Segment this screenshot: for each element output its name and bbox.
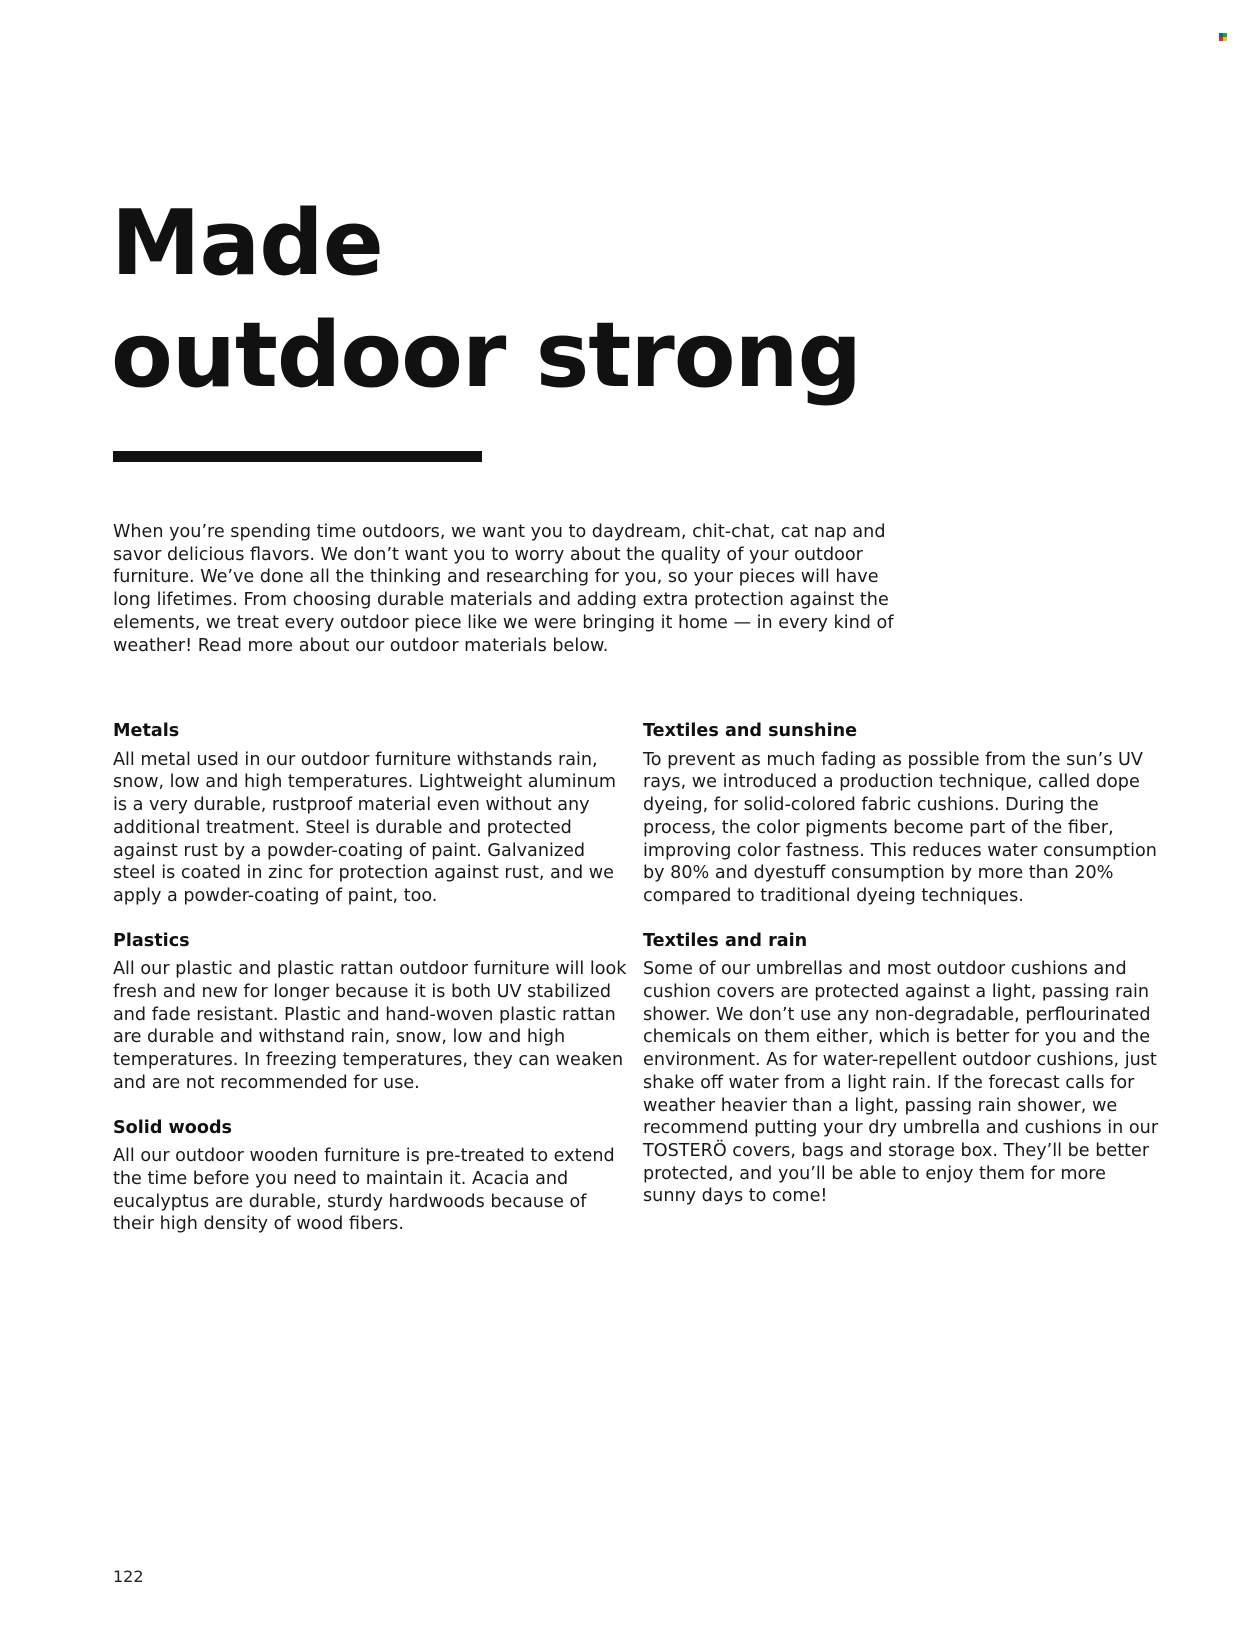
- section-body-textiles-rain: Some of our umbrellas and most outdoor cushions and cushion covers are protected against a light, passing rain shower. We don’t use any non-degradable, perflourinated chemicals on them either, which is better for you and the environment. As for water-repellent outdoor cushions, just shake off water from a light rain. If the forecast calls for weather heavier than a light, passing rain shower, we recommend putting your dry umbrella and cushions in our TOSTERÖ covers, bags and storage box. They’ll be better protected, and you’ll be able to enjoy them for more sunny days to come!: [643, 959, 1159, 1207]
- intro-paragraph: When you’re spending time outdoors, we want you to daydream, chit-chat, cat nap and savor delicious flavors. We don’t want you to worry about the quality of your outdoor furniture. We’ve done all the thinking and researching for you, so your pieces will have long lifetimes. From choosing durable materials and adding extra protection against the elements, we treat every outdoor piece like we were bringing it home — in every kind of weather! Read more about our outdoor materials below.: [113, 522, 894, 656]
- section-body-solid-woods: All our outdoor wooden furniture is pre-treated to extend the time before you need to maintain it. Acacia and eucalyptus are durable, sturdy hardwoods because of their high density of wood fibers.: [113, 1146, 615, 1235]
- page-title-line-2: outdoor strong: [111, 303, 862, 408]
- title-underline-rule: [113, 451, 482, 462]
- section-textiles-sunshine: [643, 720, 1163, 908]
- section-body-textiles-sunshine: To prevent as much fading as possible from the sun’s UV rays, we introduced a production technique, called dope dyeing, for solid-colored fabric cushions. During the process, the color pigments become part of the fiber, improving color fastness. This reduces water consumption by 80% and dyestuff consumption by more than 20% compared to traditional dyeing techniques.: [643, 749, 1157, 906]
- section-heading-textiles-rain: Textiles and rain: [643, 930, 808, 951]
- section-heading-textiles-sunshine: Textiles and sunshine: [643, 721, 858, 741]
- page-title: [111, 188, 861, 412]
- page-title-line-1: Made: [111, 191, 383, 296]
- page-number: 122: [113, 1567, 144, 1586]
- section-textiles-rain: [643, 930, 1163, 1208]
- right-column: [643, 720, 1163, 1208]
- section-metals: [113, 720, 633, 908]
- section-heading-plastics: Plastics: [113, 930, 190, 951]
- section-heading-metals: Metals: [113, 721, 180, 741]
- section-body-plastics: All our plastic and plastic rattan outdoor furniture will look fresh and new for longer because it is both UV stabilized and fade resistant. Plastic and hand-woven plastic rattan are durable and withstand rain, snow, low and high temperatures. In freezing temperatures, they can weaken and are not recommended for use.: [113, 959, 627, 1093]
- section-plastics: [113, 930, 633, 1095]
- section-solid-woods: [113, 1117, 633, 1237]
- corner-color-mark: [1219, 33, 1227, 41]
- section-heading-solid-woods: Solid woods: [113, 1117, 233, 1138]
- section-body-metals: All metal used in our outdoor furniture withstands rain, snow, low and high temperatures. Lightweight aluminum is a very durable, rustproof material even without any additional treatment. Steel is durable and protected against rust by a powder-coating of paint. Galvanized steel is coated in zinc for protection against rust, and we apply a powder-coating of paint, too.: [113, 749, 616, 906]
- left-column: [113, 720, 633, 1236]
